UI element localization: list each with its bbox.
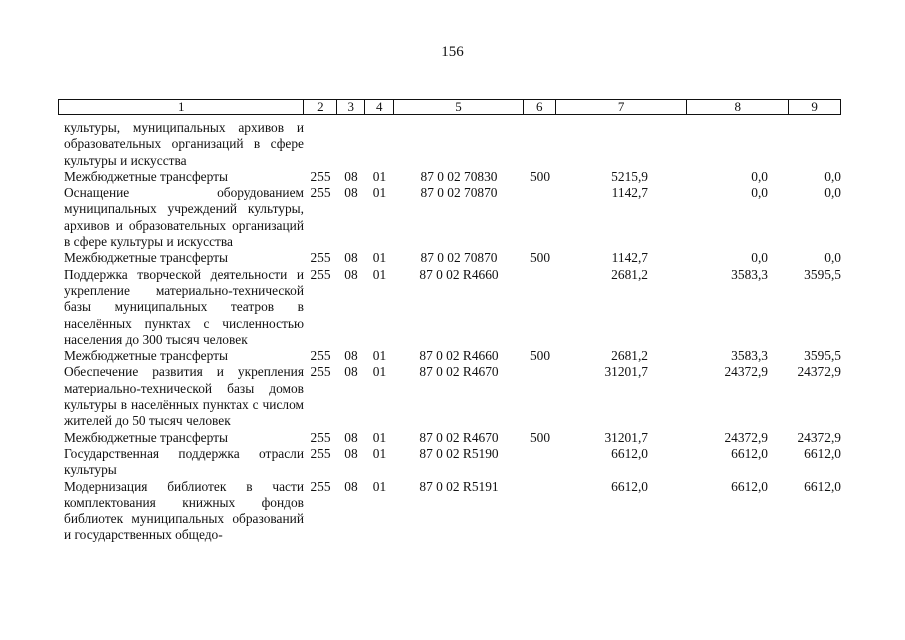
cell-text: 3595,5 — [804, 348, 841, 364]
cell-row-name — [58, 267, 304, 348]
cell-text: 0,0 — [824, 250, 841, 266]
cell-col-2 — [304, 169, 337, 185]
cell-text: 01 — [372, 168, 387, 184]
cell-col-3 — [337, 169, 365, 185]
cell-text: 08 — [344, 250, 358, 266]
cell-col-4 — [365, 446, 394, 479]
cell-col-4 — [365, 169, 394, 185]
page-number: 156 — [441, 44, 464, 60]
cell-text: 6612,0 — [731, 478, 768, 494]
table-row — [58, 120, 841, 169]
table-row — [58, 250, 841, 266]
cell-col-2 — [304, 479, 337, 544]
cell-text: Оснащение оборудованием муниципальных учреждений культуры, архивов и образовательных организаций в сфере культуры и искусства — [64, 185, 304, 250]
cell-expense-type — [524, 250, 556, 266]
cell-col-3 — [337, 430, 365, 446]
cell-amount-year-2 — [688, 348, 790, 364]
cell-text: 255 — [310, 478, 331, 494]
cell-text: 500 — [529, 429, 551, 445]
cell-text: Межбюджетные трансферты — [64, 168, 228, 184]
cell-text: 6612,0 — [804, 445, 841, 461]
cell-amount-year-3 — [790, 430, 841, 446]
cell-text: 3595,5 — [804, 266, 841, 282]
cell-amount-year-3 — [790, 169, 841, 185]
table-row — [58, 364, 841, 429]
cell-text: 6612,0 — [804, 478, 841, 494]
cell-text: 08 — [344, 348, 358, 364]
cell-amount-year-1 — [556, 185, 688, 250]
cell-row-name — [58, 169, 304, 185]
cell-text: 01 — [372, 364, 387, 380]
cell-text: 87 0 02 70870 — [420, 250, 498, 266]
cell-target-code — [394, 348, 524, 364]
cell-col-4 — [365, 267, 394, 348]
cell-col-3 — [337, 446, 365, 479]
cell-text: 01 — [372, 478, 387, 494]
cell-target-code — [394, 446, 524, 479]
table-row — [58, 479, 841, 544]
cell-row-name — [58, 250, 304, 266]
cell-text: 87 0 02 R5191 — [419, 478, 499, 494]
cell-text: 1142,7 — [611, 185, 648, 201]
cell-amount-year-2 — [688, 364, 790, 429]
cell-text: 24372,9 — [724, 364, 768, 380]
cell-text: 87 0 02 R5190 — [419, 445, 499, 461]
cell-text: 3583,3 — [731, 266, 768, 282]
cell-text: Межбюджетные трансферты — [64, 429, 228, 445]
table-row — [58, 185, 841, 250]
cell-expense-type — [524, 364, 556, 429]
cell-target-code — [394, 479, 524, 544]
table-header — [58, 99, 841, 115]
cell-col-2 — [304, 364, 337, 429]
cell-target-code — [394, 364, 524, 429]
cell-row-name — [58, 185, 304, 250]
cell-amount-year-1 — [556, 348, 688, 364]
cell-target-code — [394, 430, 524, 446]
cell-col-3 — [337, 120, 365, 169]
cell-amount-year-1 — [556, 169, 688, 185]
cell-target-code — [394, 250, 524, 266]
cell-col-2 — [304, 446, 337, 479]
cell-col-2 — [304, 430, 337, 446]
cell-amount-year-3 — [790, 185, 841, 250]
cell-col-3 — [337, 250, 365, 266]
cell-amount-year-1 — [556, 364, 688, 429]
cell-text: 255 — [310, 168, 331, 184]
cell-amount-year-3 — [790, 479, 841, 544]
cell-amount-year-2 — [688, 120, 790, 169]
cell-target-code — [394, 120, 524, 169]
cell-col-4 — [365, 479, 394, 544]
cell-amount-year-2 — [688, 250, 790, 266]
cell-text: 6612,0 — [611, 445, 648, 461]
cell-expense-type — [524, 267, 556, 348]
cell-text: 01 — [372, 185, 387, 201]
cell-text: 87 0 02 R4670 — [419, 429, 499, 445]
cell-amount-year-3 — [790, 120, 841, 169]
header-col-6: 6 — [524, 100, 556, 114]
cell-text: 31201,7 — [604, 429, 648, 445]
cell-text: 01 — [372, 429, 387, 445]
cell-amount-year-3 — [790, 446, 841, 479]
cell-text: 08 — [344, 445, 358, 461]
cell-col-3 — [337, 185, 365, 250]
table-row — [58, 267, 841, 348]
cell-text: 255 — [310, 185, 331, 201]
cell-text: 87 0 02 R4660 — [419, 348, 499, 364]
cell-text: 255 — [310, 429, 331, 445]
cell-text: 1142,7 — [611, 250, 648, 266]
cell-text: 31201,7 — [604, 364, 648, 380]
header-col-4: 4 — [365, 100, 394, 114]
cell-amount-year-1 — [556, 479, 688, 544]
cell-col-3 — [337, 479, 365, 544]
cell-col-4 — [365, 250, 394, 266]
cell-amount-year-2 — [688, 185, 790, 250]
cell-expense-type — [524, 446, 556, 479]
cell-col-2 — [304, 185, 337, 250]
header-col-2: 2 — [304, 100, 337, 114]
cell-row-name — [58, 446, 304, 479]
cell-row-name — [58, 430, 304, 446]
header-col-5: 5 — [394, 100, 524, 114]
cell-text: 255 — [310, 364, 331, 380]
cell-col-4 — [365, 364, 394, 429]
cell-row-name — [58, 479, 304, 544]
table-body — [58, 120, 841, 544]
cell-col-2 — [304, 267, 337, 348]
cell-amount-year-2 — [688, 446, 790, 479]
cell-target-code — [394, 169, 524, 185]
header-col-7: 7 — [556, 100, 688, 114]
cell-expense-type — [524, 169, 556, 185]
table-row — [58, 169, 841, 185]
cell-expense-type — [524, 348, 556, 364]
cell-text: 08 — [344, 168, 358, 184]
table-row — [58, 348, 841, 364]
cell-text: 01 — [372, 348, 387, 364]
cell-text: Обеспечение развития и укрепления материально-технической базы домов культуры в населённых пунктах с числом жителей до 50 тысяч человек — [64, 364, 304, 429]
cell-col-4 — [365, 185, 394, 250]
cell-expense-type — [524, 479, 556, 544]
cell-text: 0,0 — [751, 168, 768, 184]
cell-text: 08 — [344, 364, 358, 380]
cell-text: 01 — [372, 266, 387, 282]
table-row — [58, 446, 841, 479]
cell-col-4 — [365, 348, 394, 364]
cell-col-3 — [337, 348, 365, 364]
cell-amount-year-2 — [688, 267, 790, 348]
cell-text: 24372,9 — [724, 429, 768, 445]
cell-text: 2681,2 — [611, 348, 648, 364]
cell-amount-year-1 — [556, 267, 688, 348]
cell-text: 87 0 02 70870 — [420, 185, 498, 201]
cell-text: Межбюджетные трансферты — [64, 250, 228, 266]
cell-amount-year-3 — [790, 364, 841, 429]
cell-text: Межбюджетные трансферты — [64, 348, 228, 364]
cell-expense-type — [524, 120, 556, 169]
cell-amount-year-1 — [556, 250, 688, 266]
cell-text: 3583,3 — [731, 348, 768, 364]
cell-text: 500 — [529, 168, 551, 184]
cell-text: 500 — [529, 348, 551, 364]
cell-text: 87 0 02 R4670 — [419, 364, 499, 380]
cell-text: 08 — [344, 266, 358, 282]
cell-text: 500 — [529, 250, 551, 266]
cell-text: 87 0 02 R4660 — [419, 266, 499, 282]
cell-amount-year-3 — [790, 250, 841, 266]
cell-text: Государственная поддержка отрасли культуры — [64, 445, 304, 478]
header-col-1: 1 — [59, 100, 304, 114]
cell-amount-year-3 — [790, 348, 841, 364]
cell-amount-year-1 — [556, 120, 688, 169]
cell-col-3 — [337, 267, 365, 348]
cell-col-4 — [365, 430, 394, 446]
header-col-8: 8 — [687, 100, 789, 114]
cell-target-code — [394, 185, 524, 250]
cell-amount-year-2 — [688, 169, 790, 185]
cell-amount-year-1 — [556, 430, 688, 446]
cell-text: 5215,9 — [611, 168, 648, 184]
cell-expense-type — [524, 185, 556, 250]
cell-row-name — [58, 120, 304, 169]
cell-text: 87 0 02 70830 — [420, 168, 498, 184]
cell-amount-year-3 — [790, 267, 841, 348]
cell-text: Поддержка творческой деятельности и укрепление материально-технической базы муниципальных театров в населённых пунктах с численностью населения до 300 тысяч человек — [64, 266, 304, 347]
cell-text: Модернизация библиотек в части комплектования книжных фондов библиотек муниципальных образований и государственных общедо- — [64, 478, 304, 543]
table-row — [58, 430, 841, 446]
cell-text: 2681,2 — [611, 266, 648, 282]
cell-target-code — [394, 267, 524, 348]
cell-text: 08 — [344, 429, 358, 445]
header-col-9: 9 — [811, 99, 818, 114]
cell-text: 01 — [372, 445, 387, 461]
cell-col-2 — [304, 120, 337, 169]
cell-amount-year-2 — [688, 479, 790, 544]
cell-text: культуры, муниципальных архивов и образовательных организаций в сфере культуры и искусства — [64, 120, 304, 168]
cell-text: 6612,0 — [611, 478, 648, 494]
cell-col-3 — [337, 364, 365, 429]
cell-expense-type — [524, 430, 556, 446]
cell-text: 255 — [310, 250, 331, 266]
cell-text: 6612,0 — [731, 445, 768, 461]
cell-col-2 — [304, 250, 337, 266]
cell-text: 0,0 — [751, 250, 768, 266]
cell-text: 0,0 — [824, 168, 841, 184]
cell-text: 24372,9 — [797, 364, 841, 380]
cell-text: 255 — [310, 348, 331, 364]
cell-row-name — [58, 364, 304, 429]
cell-text: 0,0 — [751, 185, 768, 201]
cell-text: 0,0 — [824, 185, 841, 201]
cell-col-2 — [304, 348, 337, 364]
cell-col-4 — [365, 120, 394, 169]
cell-row-name — [58, 348, 304, 364]
cell-text: 08 — [344, 478, 358, 494]
cell-amount-year-1 — [556, 446, 688, 479]
cell-text: 255 — [310, 445, 331, 461]
header-col-3: 3 — [337, 100, 365, 114]
cell-amount-year-2 — [688, 430, 790, 446]
cell-text: 24372,9 — [797, 429, 841, 445]
cell-text: 08 — [344, 185, 358, 201]
cell-text: 255 — [310, 266, 331, 282]
cell-text: 01 — [372, 250, 387, 266]
